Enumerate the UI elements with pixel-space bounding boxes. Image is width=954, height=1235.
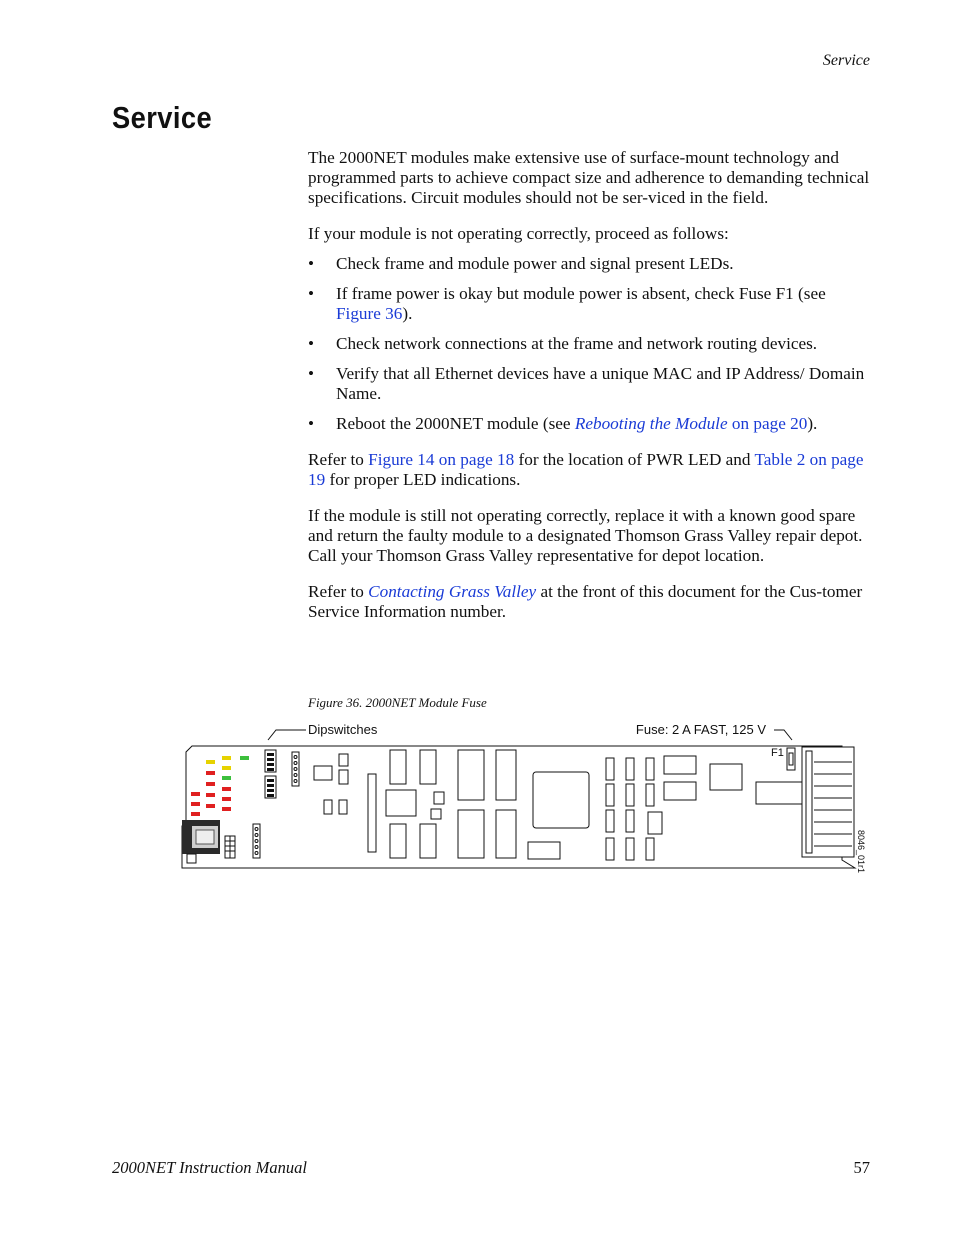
figure-36-link[interactable]: Figure 36 xyxy=(336,304,403,323)
dipswitch-bank xyxy=(265,776,276,798)
procedure-intro: If your module is not operating correctly, proceed as follows: xyxy=(308,224,729,243)
list-item-text: Check network connections at the frame and network routing devices. xyxy=(336,334,818,353)
list-item xyxy=(308,414,870,434)
intro-paragraph: The 2000NET modules make extensive use of surface-mount technology and programmed parts to achieve compact size and adherence to demanding technical specifications. Circuit modules should not be ser-viced in the field. xyxy=(308,148,870,207)
link-text: on page 20 xyxy=(727,414,808,433)
pin-header xyxy=(253,824,260,858)
led-reference-paragraph: Refer to Figure 14 on page 18 for the location of PWR LED and Table 2 on page 19 for proper LED indications. xyxy=(308,450,864,489)
circuit-board-outline xyxy=(182,746,855,868)
list-item xyxy=(308,284,870,324)
list-item-text: Check frame and module power and signal present LEDs. xyxy=(336,254,734,273)
dipswitch-bank xyxy=(265,750,276,772)
fuse-f1 xyxy=(787,748,795,770)
replace-paragraph: If the module is still not operating correctly, replace it with a known good spare and return the faulty module to a designated Thomson Grass Valley repair depot. Call your Thomson Grass Valley representative for depot location. xyxy=(308,506,863,565)
rebooting-module-link[interactable] xyxy=(575,414,807,433)
footer-page-number: 57 xyxy=(853,1158,870,1177)
rear-connector xyxy=(802,747,854,857)
fuse-leader xyxy=(774,730,792,740)
component xyxy=(187,854,196,863)
list-item xyxy=(308,254,870,274)
list-item-text: ). xyxy=(402,304,413,323)
table-2-link[interactable]: Table 2 on page 19 xyxy=(308,450,864,489)
f1-label: F1 xyxy=(771,747,784,759)
section-title: Service xyxy=(112,100,213,135)
list-item xyxy=(308,364,870,404)
list-item-text: Verify that all Ethernet devices have a unique MAC and IP Address/ Domain Name. xyxy=(336,364,865,403)
ethernet-jack xyxy=(182,820,220,854)
list-item-text: ). xyxy=(807,414,818,433)
dipswitches-label: Dipswitches xyxy=(308,722,378,737)
list-item-text: If frame power is okay but module power is absent, check Fuse F1 (see xyxy=(336,284,826,303)
figure-caption: Figure 36. 2000NET Module Fuse xyxy=(308,695,487,710)
module-fuse-diagram xyxy=(178,716,868,876)
link-text: Rebooting the Module xyxy=(574,414,728,433)
footer-manual-title: 2000NET Instruction Manual xyxy=(112,1158,307,1177)
figure-14-link[interactable]: Figure 14 on page 18 xyxy=(368,450,515,469)
body-text xyxy=(308,148,870,638)
contact-paragraph: Refer to Contacting Grass Valley at the front of this document for the Cus-tomer Service Information number. xyxy=(308,582,863,621)
figure-id: 8046_01r1 xyxy=(856,830,866,874)
fuse-label: Fuse: 2 A FAST, 125 V xyxy=(635,722,766,737)
list-item xyxy=(308,334,870,354)
contacting-grass-valley-link[interactable]: Contacting Grass Valley xyxy=(368,582,537,601)
dipswitches-leader xyxy=(268,730,306,740)
pin-header xyxy=(225,836,235,858)
list-item-text: Reboot the 2000NET module (see xyxy=(336,414,575,433)
running-head: Service xyxy=(822,52,870,69)
procedure-list xyxy=(308,254,870,434)
pin-header xyxy=(292,752,299,786)
